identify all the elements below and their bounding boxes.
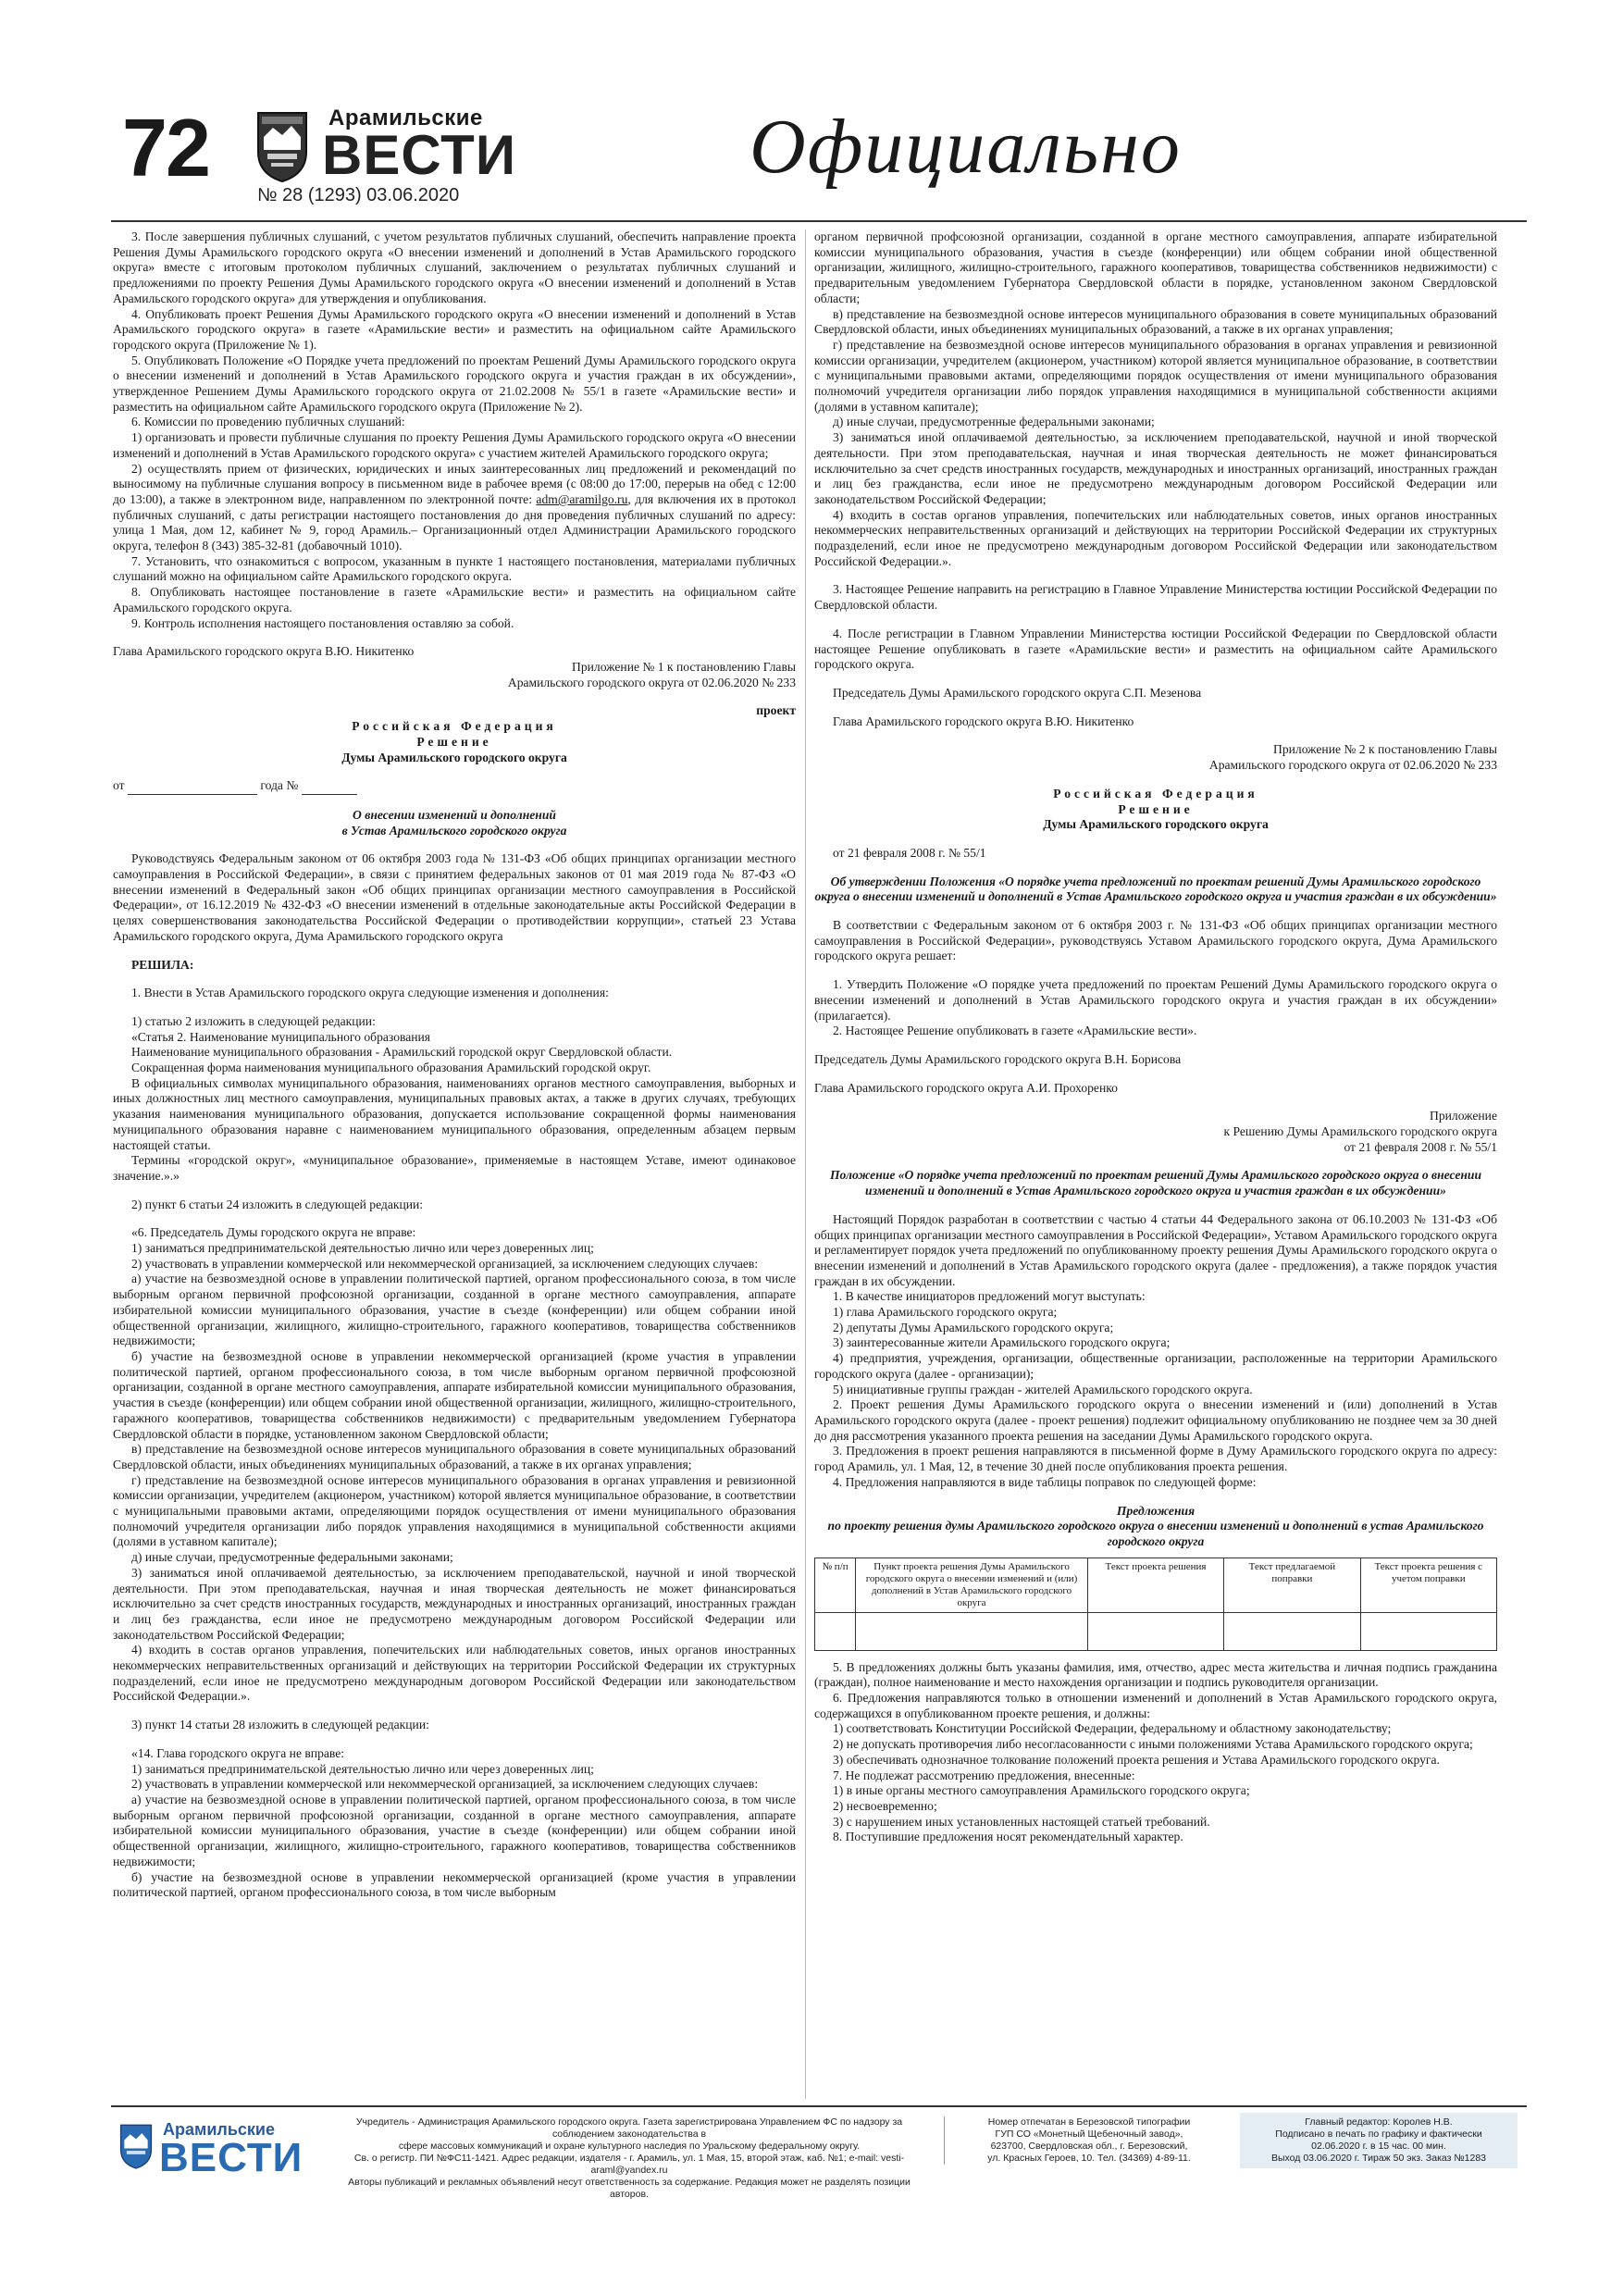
issue-number: № 28 (1293) 03.06.2020 (257, 185, 460, 205)
paragraph: а) участие на безвозмездной основе в управлении политической партией, органом профессионального союза, в том числе выборным органом первичной профсоюзной организации, созданной в органе местного самоуправления, аппарате избирательной комиссии муниципального образования, участие в съезде (конференции) или общем собрании иной общественной организации, жилищного, жилищно-строительного, гаражного кооперативов, товарищества собственников недвижимости; (113, 1792, 796, 1868)
number-blank (302, 778, 357, 795)
section-title: Официально (750, 104, 1182, 190)
table-header: № п/п (815, 1558, 856, 1612)
printing-info (944, 2116, 1228, 2165)
right-column (814, 230, 1497, 2099)
paragraph: 5. В предложениях должны быть указаны фамилия, имя, отчество, адрес места жительства и личная подпись гражданина (граждан), полное наименование и место нахождения организации и подпись руководителя организации. (814, 1659, 1497, 1690)
paragraph: 2) не допускать противоречия либо несогласованности с иными положениями Устава Арамильского городского округа; (833, 1737, 1473, 1752)
text: года № (260, 778, 299, 793)
paragraph: 3) обеспечивать однозначное толкование положений проекта решения и Устава Арамильского городского округа. (833, 1752, 1440, 1767)
footer-text: Учредитель - Администрация Арамильского городского округа. Газета зарегистрирована Управлением ФС по надзору за соблюдением законодательства в (355, 2116, 903, 2140)
paragraph: «14. Глава городского округа не вправе: (131, 1745, 345, 1760)
footer-text: 02.06.2020 г. в 15 час. 00 мин. (1311, 2141, 1446, 2152)
paragraph: 1. В качестве инициаторов предложений могут выступать: (833, 1289, 1146, 1304)
signature: Глава Арамильского городского округа А.И. Прохоренко (814, 1080, 1118, 1095)
paragraph: 1) организовать и провести публичные слушания по проекту Решения Думы Арамильского городского округа «О внесении изменений и дополнений в Устав Арамильского городского округа» с участием жителей Арамильского городского округа; (113, 430, 796, 460)
paragraph: 3. Настоящее Решение направить на регистрацию в Главное Управление Министерства юстиции Российской Федерации по Свердловской области. (814, 582, 1497, 613)
table-cell (856, 1612, 1088, 1650)
paragraph: Термины «городской округ», «муниципальное образование», применяемые в настоящем Уставе, имеют одинаковое значение.».» (113, 1153, 796, 1183)
footer-text: Номер отпечатан в Березовской типографии (987, 2116, 1191, 2128)
paragraph: 3. После завершения публичных слушаний, с учетом результатов публичных слушаний, обеспечить направление проекта Решения Думы Арамильского городского округа «О внесении изменений и дополнений в Устав Арамильского городского округа» вместе с итоговым протоколом публичных слушаний, заключением о результатах публичных слушаний и предложениями по проекту Решения Думы Арамильского городского округа «О внесении изменений и дополнений в Устав Арамильского городского округа» для утверждения и опубликования. (113, 230, 796, 305)
paragraph: в) представление на безвозмездной основе интересов муниципального образования в совете муниципальных образований Свердловской области, иных объединениях муниципальных образований, а также в их органах управления; (113, 1442, 796, 1471)
table-header: Текст проекта решения с учетом поправки (1360, 1558, 1496, 1612)
page-header (111, 93, 1527, 222)
table-cell (815, 1612, 856, 1650)
paragraph: б) участие на безвозмездной основе в управлении некоммерческой организацией (кроме участия в управлении политической партией, органом профессионального союза, в том числе выборным органом первичной профсоюзной организации, созданной в органе местного самоуправления, аппарате избирательной комиссии муниципального образования, участия в съезде (конференции) или общем собрании иной общественной организации, жилищного, жилищно-строительного, гаражного кооперативов, товарищества собственников недвижимости) с предварительным уведомлением Губернатора Свердловской области в порядке, установленном законом Свердловской области; (113, 1349, 796, 1441)
paragraph: 3) заниматься иной оплачиваемой деятельностью, за исключением преподавательской, научной и иной творческой деятельности. При этом преподавательская, научная и иная творческая деятельность не может финансироваться исключительно за счет средств иностранных государств, международных и иностранных организаций, иностранных граждан и лиц без гражданства, если иное не предусмотрено международным договором Российской Федерации или законодательством Российской Федерации; (814, 430, 1497, 506)
table-cell (1224, 1612, 1360, 1650)
appendix-note: Приложение № 2 к постановлению Главы (1273, 742, 1497, 757)
date-line: от 21 февраля 2008 г. № 55/1 (833, 845, 986, 860)
paragraph: Руководствуясь Федеральным законом от 06 октября 2003 года № 131-ФЗ «Об общих принципах организации местного самоуправления в Российской Федерации», в связи с принятием федеральных законов от 01 мая 2019 года № 87-ФЗ «О внесении изменений в Федеральный закон «Об общих принципах организации местного самоуправления в Российской Федерации», от 16.12.2019 № 432-ФЗ «О внесении изменений в отдельные законодательные акты Российской Федерации в целях совершенствования законодательства Российской Федерации о противодействии коррупции», статьей 23 Устава Арамильского городского округа, Дума Арамильского городского округа (113, 851, 796, 943)
paragraph: а) участие на безвозмездной основе в управлении политической партией, органом профессионального союза, в том числе выборным органом первичной профсоюзной организации, созданной в органе местного самоуправления, аппарате избирательной комиссии муниципального образования, участие в съезде (конференции) или общем собрании иной общественной организации, жилищного, жилищно-строительного, гаражного кооперативов, товарищества собственников недвижимости; (113, 1272, 796, 1348)
table-cell (1087, 1612, 1223, 1650)
footer-text: Выход 03.06.2020 г. Тираж 50 экз. Заказ №1283 (1270, 2153, 1487, 2164)
duma-heading: Думы Арамильского городского округа (341, 750, 567, 764)
paragraph: 7. Не подлежат рассмотрению предложения, внесенные: (833, 1768, 1135, 1782)
paragraph: г) представление на безвозмездной основе интересов муниципального образования в органах управления и ревизионной комиссии организации, учредителем (акционером, участником) которой является муниципальное образование, в соответствии с муниципальными правовыми актами, определяющими порядок осуществления от имени муниципального образования полномочий учредителя организации либо порядок управления находящимися в муниципальной собственности акциями (долями в уставном капитале); (113, 1472, 796, 1549)
appendix-note: Арамильского городского округа от 02.06.2020 № 233 (507, 675, 796, 689)
footer-text: Авторы публикаций и рекламных объявлений несут ответственность за содержание. Редакция может не разделять позиции авторов. (348, 2177, 911, 2200)
decision-heading: Решение (416, 734, 492, 749)
date-line (113, 778, 796, 795)
paragraph: 7. Установить, что ознакомиться с вопросом, указанным в пункте 1 настоящего постановления, материалами публичных слушаний можно на официальном сайте Арамильского городского округа. (113, 553, 796, 584)
resolved-heading: РЕШИЛА: (131, 957, 194, 972)
appendix-note: к Решению Думы Арамильского городского округа (1223, 1124, 1497, 1139)
paragraph: 2) пункт 6 статьи 24 изложить в следующей редакции: (131, 1197, 424, 1211)
table-title: Предложения (1116, 1503, 1196, 1518)
paragraph: 3) с нарушением иных установленных настоящей статьей требований. (833, 1814, 1210, 1829)
paragraph: 1) в иные органы местного самоуправления Арамильского городского округа; (833, 1783, 1250, 1798)
footer-text: Подписано в печать по графику и фактически (1275, 2128, 1482, 2140)
town-crest-icon (118, 2122, 154, 2170)
draft-label: проект (756, 703, 796, 718)
masthead-subtitle: Арамильские (328, 105, 483, 130)
paragraph: 1) заниматься предпринимательской деятельностью лично или через доверенных лиц; (131, 1241, 594, 1256)
country-heading: Российская Федерация (1053, 786, 1258, 800)
paragraph: 3) заинтересованные жители Арамильского городского округа; (833, 1335, 1171, 1350)
text: , для включения их в протокол публичных слушаний, с даты регистрации настоящего постановления до дня проведения публичных слушаний по адресу: улица 1 Мая, дом 12, кабинет № 9, город Арамиль.– Организационный отдел Администрации Арамильского городского округа, телефон 8 (343) 385-32-81 (добавочный 1010). (113, 491, 796, 553)
paragraph: 1) глава Арамильского городского округа; (833, 1305, 1058, 1320)
town-crest-icon (254, 109, 310, 183)
masthead-title: ВЕСТИ (322, 124, 516, 186)
paragraph: д) иные случаи, предусмотренные федеральными законами; (131, 1550, 453, 1565)
page-number: 72 (122, 102, 209, 193)
paragraph: г) представление на безвозмездной основе интересов муниципального образования в органах управления и ревизионной комиссии организации, учредителем (акционером, участником) которой является муниципальное образование, в соответствии с муниципальными правовыми актами, определяющими порядок осуществления от имени муниципального образования полномочий учредителя организации либо порядок управления находящимися в муниципальной собственности акциями (долями в уставном капитале); (814, 337, 1497, 414)
paragraph: 2) участвовать в управлении коммерческой или некоммерческой организацией, за исключением следующих случаев: (131, 1777, 759, 1792)
regulation-title: Положение «О порядке учета предложений по проектам решений Думы Арамильского городского округа о внесении изменений и дополнений в Устав Арамильского городского округа и участия граждан в их обсуждении» (829, 1168, 1482, 1198)
date-blank (128, 778, 257, 795)
paragraph: 2) несвоевременно; (833, 1798, 937, 1813)
paragraph: «Статья 2. Наименование муниципального образования (131, 1029, 431, 1044)
paragraph: 4) предприятия, учреждения, организации, общественные организации, расположенные на территории Арамильского городского округа (далее - организации); (814, 1351, 1497, 1381)
paragraph: 2) участвовать в управлении коммерческой или некоммерческой организацией, за исключением следующих случаев: (131, 1256, 759, 1271)
paragraph: 4) входить в состав органов управления, попечительских или наблюдательных советов, иных органов иностранных некоммерческих неправительственных организаций и действующих на территории Российской Федерации их структурных подразделений, если иное не предусмотрено международным договором Российской Федерации или законодательством Российской Федерации.». (814, 507, 1497, 568)
footer-masthead-subtitle: Арамильские (163, 2120, 275, 2139)
paragraph: В соответствии с Федеральным законом от 6 октября 2003 г. № 131-ФЗ «Об общих принципах организации местного самоуправления в Российской Федерации», руководствуясь Уставом Арамильского городского округа, Дума Арамильского городского округа решает: (814, 918, 1497, 963)
paragraph: 8. Опубликовать настоящее постановление в газете «Арамильские вести» и разместить на официальном сайте Арамильского городского округа. (113, 585, 796, 614)
appendix-note: Арамильского городского округа от 02.06.2020 № 233 (1208, 758, 1497, 773)
paragraph: 3) заниматься иной оплачиваемой деятельностью, за исключением преподавательской, научной и иной творческой деятельности. При этом преподавательская, научная и иная творческая деятельность не может финансироваться исключительно за счет средств иностранных государств, международных и иностранных организаций, иностранных граждан и лиц без гражданства, если иное не предусмотрено международным договором Российской Федерации или законодательством Российской Федерации; (113, 1565, 796, 1642)
decision-title: О внесении изменений и дополнений (353, 807, 556, 822)
paragraph: В официальных символах муниципального образования, наименованиях органов местного самоуправления, выборных и иных должностных лиц местного самоуправления, муниципальных правовых актах, а также в других случаях, требующих указания наименования муниципального образования, допускается использование сокращенной формы наименования муниципального образования наравне с наименованием муниципального образования, определенным абзацем первым настоящей статьи. (113, 1075, 796, 1152)
paragraph: 9. Контроль исполнения настоящего постановления оставляю за собой. (131, 615, 514, 630)
footer-text: ул. Красных Героев, 10. Тел. (34369) 4-89-11. (987, 2153, 1191, 2164)
paragraph: Сокращенная форма наименования муниципального образования Арамильский городской округ. (131, 1061, 651, 1075)
paragraph: 1. Внести в Устав Арамильского городского округа следующие изменения и дополнения: (131, 986, 609, 1000)
duma-heading: Думы Арамильского городского округа (1043, 817, 1269, 832)
footer-divider (111, 2105, 1527, 2107)
header-divider (111, 220, 1527, 222)
signature: Председатель Думы Арамильского городского округа С.П. Мезенова (833, 685, 1202, 700)
paragraph: Наименование муниципального образования - Арамильский городской округ Свердловской области. (131, 1045, 673, 1060)
table-subtitle: по проекту решения думы Арамильского городского округа о внесении изменений и дополнений в устав Арамильского городского округа (827, 1519, 1484, 1548)
signature: Глава Арамильского городского округа В.Ю. Никитенко (113, 644, 415, 659)
table-row (815, 1612, 1497, 1650)
paragraph: 4. После регистрации в Главном Управлении Министерства юстиции Российской Федерации по Свердловской области настоящее Решение опубликовать в газете «Арамильские вести» и разместить на официальном сайте Арамильского городского округа. (814, 626, 1497, 672)
table-header: Пункт проекта решения Думы Арамильского городского округа о внесении изменений и (или) дополнений в Устав Арамильского городского округа (856, 1558, 1088, 1612)
paragraph: 1. Утвердить Положение «О порядке учета предложений по проектам Решений Думы Арамильского городского округа о внесении изменений и дополнений в Устав Арамильского городского округа и участия граждан в их обсуждении» (прилагается). (814, 977, 1497, 1023)
text: от (113, 778, 125, 793)
paragraph: 1) соответствовать Конституции Российской Федерации, федеральному и областному законодательству; (833, 1721, 1392, 1736)
left-column (113, 230, 796, 2099)
appendix-note: Приложение № 1 к постановлению Главы (572, 659, 796, 674)
paragraph: Настоящий Порядок разработан в соответствии с частью 4 статьи 44 Федерального закона от 06.10.2003 № 131-ФЗ «Об общих принципах организации местного самоуправления в Российской Федерации», Уставом Арамильского городского округа и регламентирует порядок учета предложений по опубликованному проекту решения Думы Арамильского городского округа о внесении изменений и дополнений в Устав Арамильского городского округа (далее - предложения), а также порядок участия граждан в их обсуждении. (814, 1211, 1497, 1288)
table-header-row (815, 1558, 1497, 1612)
paragraph: «6. Председатель Думы городского округа не вправе: (131, 1225, 416, 1240)
paragraph: 4. Предложения направляются в виде таблицы поправок по следующей форме: (833, 1474, 1257, 1489)
table-cell (1360, 1612, 1496, 1650)
paragraph (113, 462, 796, 554)
footer-text: ГУП СО «Монетный Щебеночный завод», (995, 2128, 1183, 2140)
paragraph: 3. Предложения в проект решения направляются в письменной форме в Думу Арамильского городского округа по адресу: город Арамиль, ул. 1 Мая, 12, в течение 30 дней после опубликования проекта решения. (814, 1444, 1497, 1474)
page-footer (111, 2105, 1527, 2198)
appendix-note: от 21 февраля 2008 г. № 55/1 (1344, 1139, 1497, 1154)
paragraph: 2. Настоящее Решение опубликовать в газете «Арамильские вести». (833, 1024, 1197, 1038)
text: 2) осуществлять прием от физических, юридических и иных заинтересованных лиц предложений и рекомендаций по выносимому на публичные слушания вопросу в письменном виде в рабочее время (с 08:00 до 17:00, перерыв на обед с 12:00 до 13:00), а также в электронном виде, направленном по электронной почте: (113, 461, 796, 506)
signature: Председатель Думы Арамильского городского округа В.Н. Борисова (814, 1051, 1182, 1066)
decision-title: Об утверждении Положения «О порядке учета предложений по проектам решений Думы Арамильского городского округа о внесении изменений и дополнений в Устав Арамильского городского округа и участия граждан в их обсуждении» (814, 874, 1497, 904)
founder-info (333, 2116, 925, 2201)
paragraph: в) представление на безвозмездной основе интересов муниципального образования в совете муниципальных образований Свердловской области, иных объединениях муниципальных образований, а также в их органах управления; (814, 306, 1497, 337)
footer-text: 623700, Свердловская обл., г. Березовский, (990, 2141, 1188, 2152)
footer-masthead-title: ВЕСТИ (159, 2135, 304, 2180)
paragraph: 4) входить в состав органов управления, попечительских или наблюдательных советов, иных органов иностранных некоммерческих неправительственных организаций и действующих на территории Российской Федерации их структурных подразделений, если иное не предусмотрено международным договором Российской Федерации или законодательством Российской Федерации.». (113, 1643, 796, 1704)
paragraph: б) участие на безвозмездной основе в управлении некоммерческой организацией (кроме участия в управлении политической партией, органом профессионального союза, в том числе выборным (113, 1869, 796, 1900)
footer-text: Св. о регистр. ПИ №ФС11-1421. Адрес редакции, издателя - г. Арамиль, ул. 1 Мая, 15, второй этаж, каб. №1; e-mail: vesti-araml@yandex.ru (353, 2153, 905, 2176)
paragraph: 3) пункт 14 статьи 28 изложить в следующей редакции: (131, 1718, 429, 1732)
signature: Глава Арамильского городского округа В.Ю. Никитенко (833, 714, 1134, 728)
paragraph: д) иные случаи, предусмотренные федеральными законами; (833, 415, 1155, 429)
paragraph: 1) заниматься предпринимательской деятельностью лично или через доверенных лиц; (131, 1761, 594, 1776)
paragraph: 2) депутаты Думы Арамильского городского округа; (833, 1320, 1114, 1334)
paragraph: 4. Опубликовать проект Решения Думы Арамильского городского округа «О внесении изменений и дополнений в Устав Арамильского городского округа» в газете «Арамильские вести» и разместить на официальном сайте Арамильского городского округа (Приложение № 1). (113, 306, 796, 352)
footer-text: сфере массовых коммуникаций и охране культурного наследия по Уральскому федеральному округу. (398, 2141, 861, 2152)
paragraph: 1) статью 2 изложить в следующей редакции: (131, 1013, 376, 1028)
table-header: Текст предлагаемой поправки (1224, 1558, 1360, 1612)
country-heading: Российская Федерация (352, 719, 557, 734)
paragraph: 2. Проект решения Думы Арамильского городского округа о внесении изменений и (или) дополнений в Устав Арамильского городского округа (далее - проект решения) подлежит официальному опубликованию не позднее чем за 30 дней до дня рассмотрения указанного проекта решения на заседании Думы Арамильского городского округа. (814, 1397, 1497, 1443)
paragraph: 5) инициативные группы граждан - жителей Арамильского городского округа. (833, 1382, 1253, 1396)
column-divider (805, 230, 806, 2099)
decision-heading: Решение (1118, 801, 1194, 816)
email-link[interactable]: adm@aramilgo.ru (536, 491, 628, 506)
paragraph: 6. Комиссии по проведению публичных слушаний: (131, 415, 405, 429)
decision-title: в Устав Арамильского городского округа (341, 823, 567, 838)
editor-info (1240, 2113, 1518, 2168)
paragraph: 5. Опубликовать Положение «О Порядке учета предложений по проектам Решений Думы Арамильского городского округа о внесении изменений и дополнений в Устав Арамильского городского округа и участия граждан в их обсуждении», утвержденное Решением Думы Арамильского городского округа от 21.02.2008 № 55/1 в газете «Арамильские вести» и разместить на официальном сайте Арамильского городского округа (Приложение № 2). (113, 353, 796, 414)
paragraph: органом первичной профсоюзной организации, созданной в органе местного самоуправления, аппарате избирательной комиссии муниципального образования, участия в съезде (конференции) или общем собрании иной общественной организации, жилищного, жилищно-строительного, гаражного кооперативов, товарищества собственников недвижимости) с предварительным уведомлением Губернатора Свердловской области в порядке, установленном законом Свердловской области; (814, 230, 1497, 305)
proposals-table (814, 1558, 1497, 1651)
appendix-note: Приложение (1430, 1109, 1497, 1123)
paragraph: 6. Предложения направляются только в отношении изменений и дополнений в Устав Арамильского городского округа, содержащихся в опубликованном проекте решения, и должны: (814, 1691, 1497, 1720)
table-header: Текст проекта решения (1087, 1558, 1223, 1612)
footer-text: Главный редактор: Королев Н.В. (1305, 2116, 1453, 2128)
paragraph: 8. Поступившие предложения носят рекомендательный характер. (833, 1830, 1183, 1844)
